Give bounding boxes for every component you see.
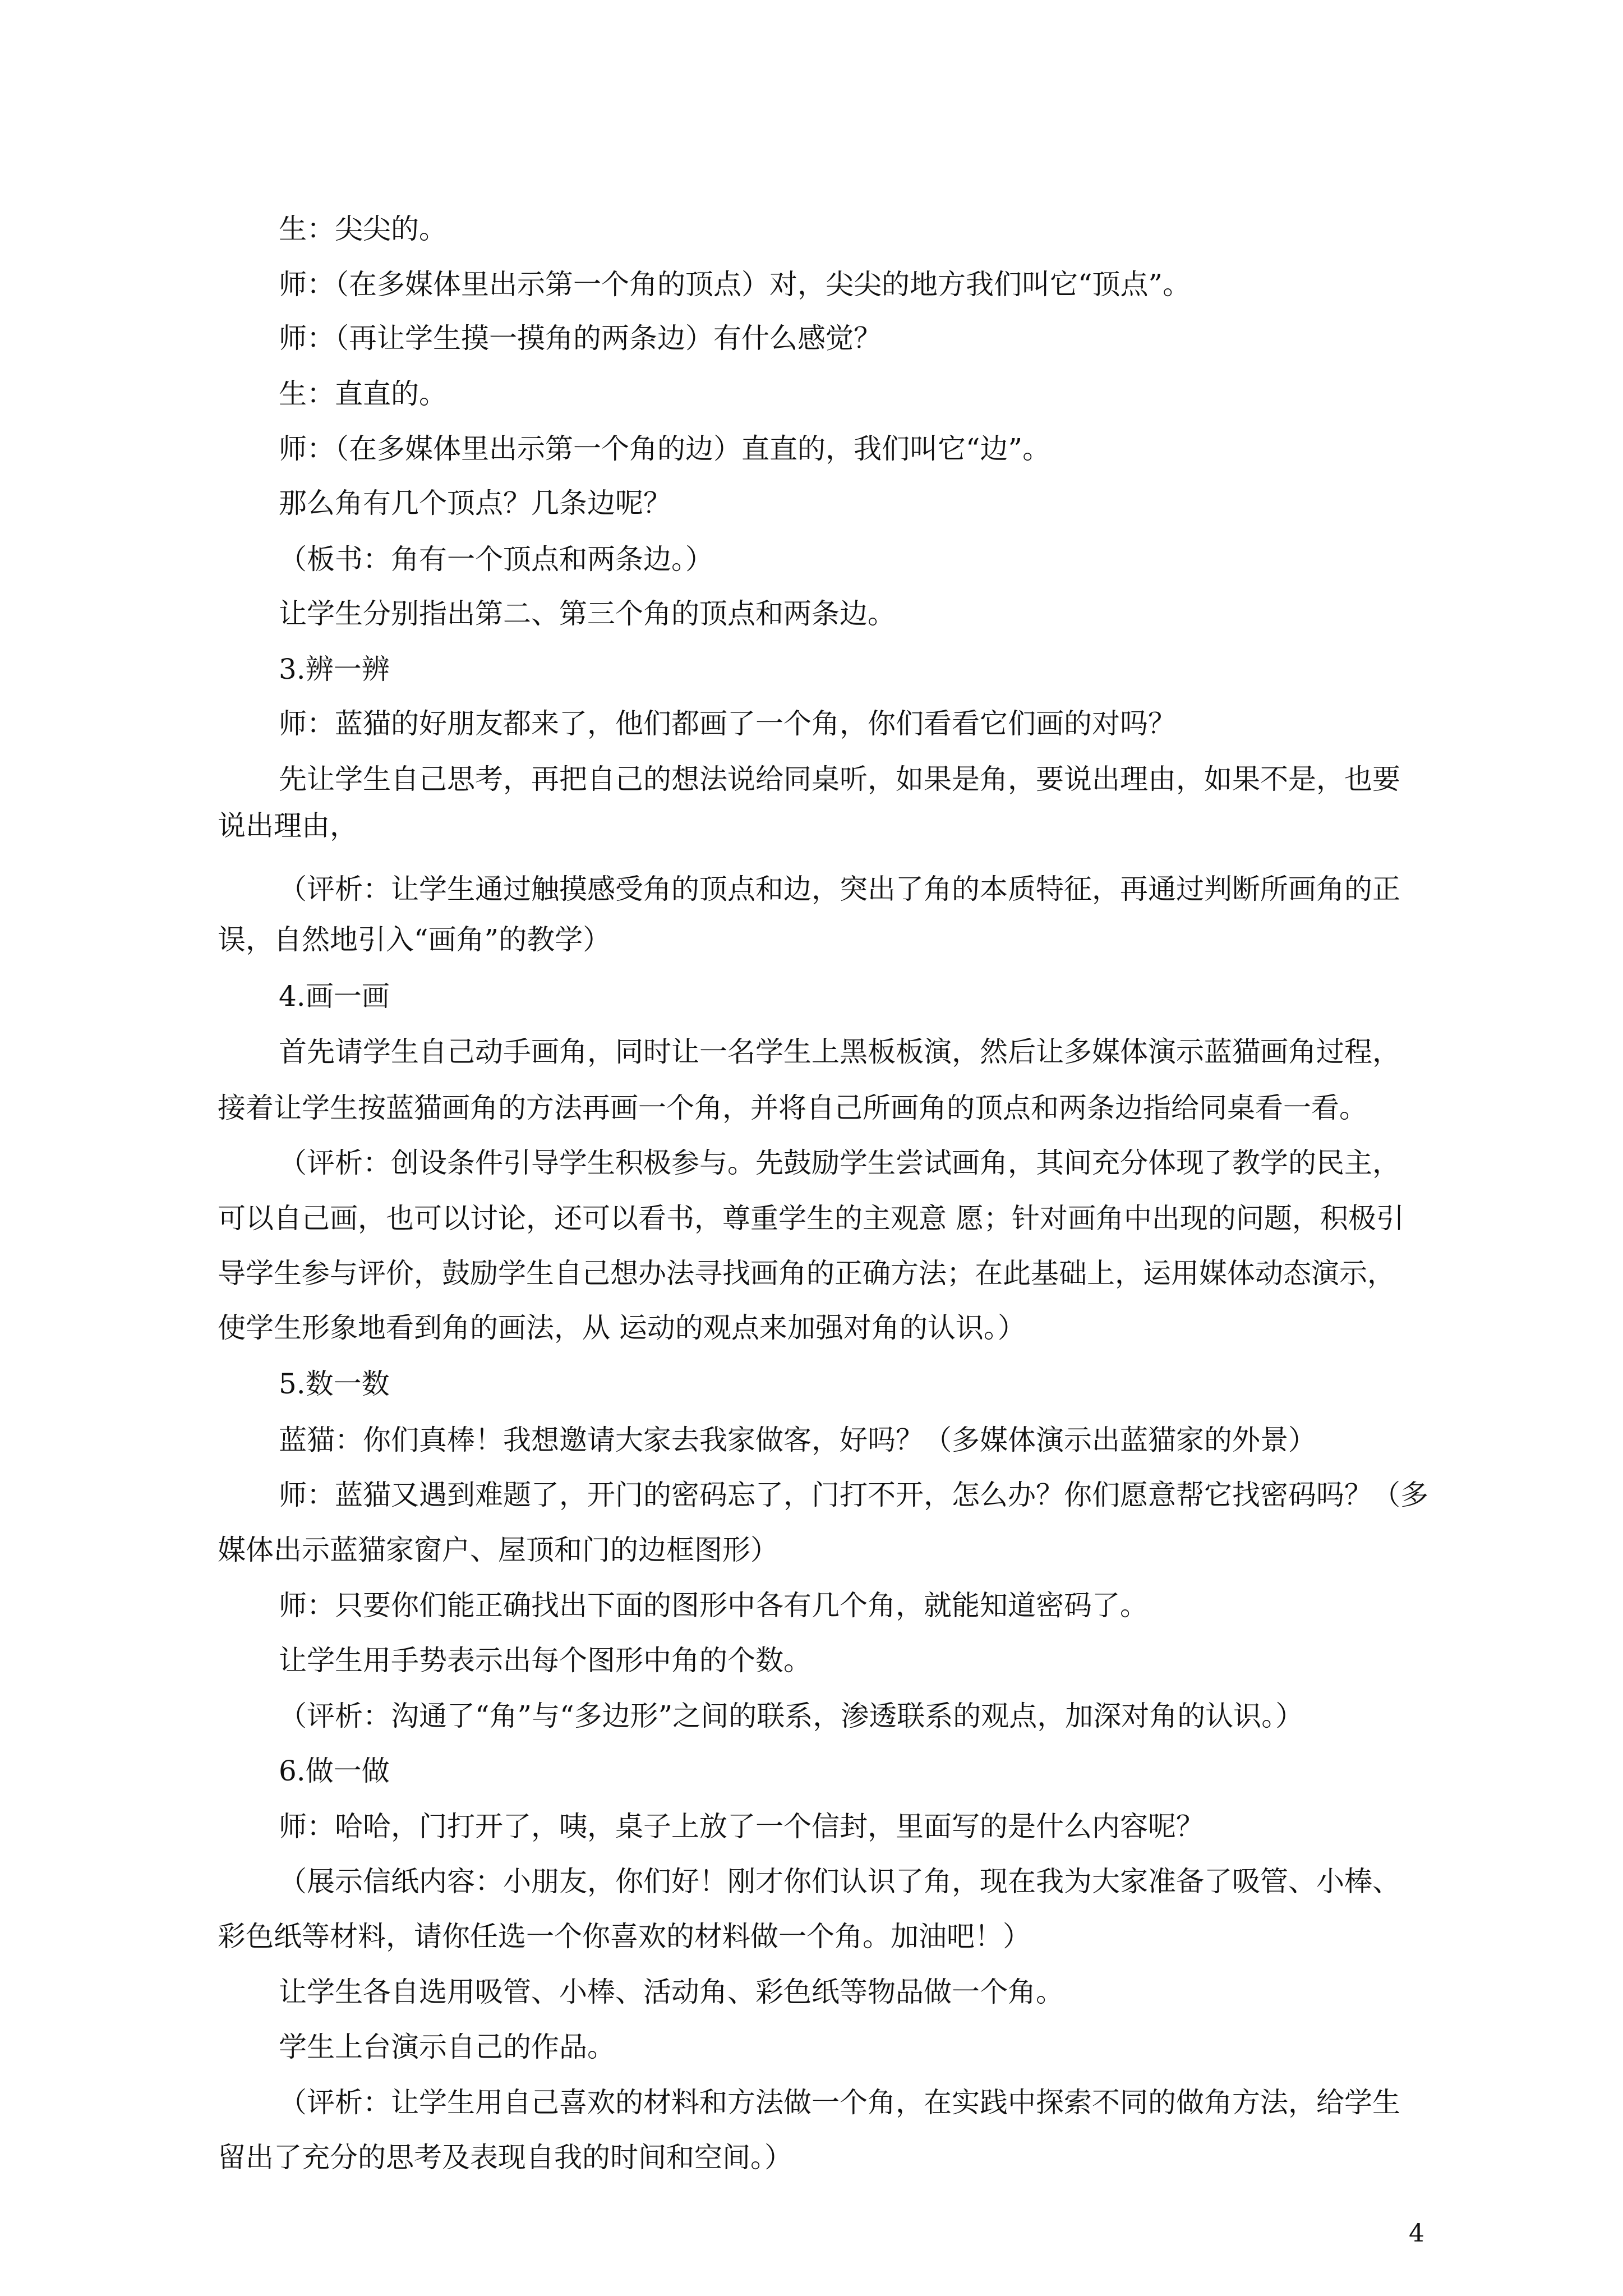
line-24: 师：蓝猫又遇到难题了，开门的密码忘了，门打不开，怎么办？你们愿意帮它找密码吗？（多 (279, 1479, 1428, 1511)
line-7: （板书：角有一个顶点和两条边。） (279, 543, 713, 576)
line-5: 师：（在多媒体里出示第一个角的边）直直的，我们叫它“边”。 (279, 432, 1051, 465)
line-1: 生：尖尖的。 (279, 213, 447, 245)
line-16: 首先请学生自己动手画角，同时让一名学生上黑板板演，然后让多媒体演示蓝猫画角过程， (279, 1036, 1400, 1068)
line-36: 留出了充分的思考及表现自我的时间和空间。） (218, 2141, 792, 2174)
heading-6: 6.做一做 (279, 1755, 390, 1787)
line-31: （展示信纸内容：小朋友，你们好！刚才你们认识了角，现在我为大家准备了吸管、小棒、 (279, 1865, 1400, 1898)
line-13: （评析：让学生通过触摸感受角的顶点和边，突出了角的本质特征，再通过判断所画角的正 (279, 873, 1400, 905)
page-number: 4 (1409, 2219, 1424, 2248)
line-12: 说出理由， (218, 809, 358, 842)
line-27: 让学生用手势表示出每个图形中角的个数。 (279, 1644, 811, 1677)
line-6: 那么角有几个顶点？几条边呢？ (279, 487, 671, 519)
line-4: 生：直直的。 (279, 378, 447, 410)
line-2: 师：（在多媒体里出示第一个角的顶点）对，尖尖的地方我们叫它“顶点”。 (279, 268, 1191, 301)
line-35: （评析：让学生用自己喜欢的材料和方法做一个角，在实践中探索不同的做角方法，给学生 (279, 2086, 1400, 2119)
line-32: 彩色纸等材料，请你任选一个你喜欢的材料做一个角。加油吧！） (218, 1920, 1031, 1953)
heading-5: 5.数一数 (279, 1368, 390, 1400)
line-21: 使学生形象地看到角的画法，从 运动的观点来加强对角的认识。） (218, 1312, 1026, 1344)
line-28: （评析：沟通了“角”与“多边形”之间的联系，渗透联系的观点，加深对角的认识。） (279, 1700, 1304, 1732)
heading-4: 4.画一画 (279, 980, 390, 1013)
line-30: 师：哈哈，门打开了，咦，桌子上放了一个信封，里面写的是什么内容呢？ (279, 1810, 1204, 1843)
heading-3: 3.辨一辨 (279, 653, 390, 685)
line-33: 让学生各自选用吸管、小棒、活动角、彩色纸等物品做一个角。 (279, 1976, 1064, 2008)
line-8: 让学生分别指出第二、第三个角的顶点和两条边。 (279, 597, 896, 630)
line-20: 导学生参与评价，鼓励学生自己想办法寻找画角的正确方法；在此基础上，运用媒体动态演示， (218, 1257, 1395, 1290)
line-26: 师：只要你们能正确找出下面的图形中各有几个角，就能知道密码了。 (279, 1589, 1148, 1622)
line-23: 蓝猫：你们真棒！我想邀请大家去我家做客，好吗？（多媒体演示出蓝猫家的外景） (279, 1424, 1316, 1456)
line-18: （评析：创设条件引导学生积极参与。先鼓励学生尝试画角，其间充分体现了教学的民主， (279, 1147, 1400, 1179)
line-14: 误，自然地引入“画角”的教学） (218, 923, 611, 956)
line-3: 师：（再让学生摸一摸角的两条边）有什么感觉？ (279, 322, 882, 355)
line-19: 可以自己画，也可以讨论，还可以看书，尊重学生的主观意 愿；针对画角中出现的问题，积极引 (218, 1202, 1404, 1235)
line-25: 媒体出示蓝猫家窗户、屋顶和门的边框图形） (218, 1534, 778, 1566)
line-17: 接着让学生按蓝猫画角的方法再画一个角，并将自己所画角的顶点和两条边指给同桌看一看。 (218, 1092, 1367, 1124)
line-10: 师：蓝猫的好朋友都来了，他们都画了一个角，你们看看它们画的对吗？ (279, 707, 1176, 740)
line-11: 先让学生自己思考，再把自己的想法说给同桌听，如果是角，要说出理由，如果不是，也要 (279, 763, 1400, 795)
line-34: 学生上台演示自己的作品。 (279, 2031, 615, 2063)
